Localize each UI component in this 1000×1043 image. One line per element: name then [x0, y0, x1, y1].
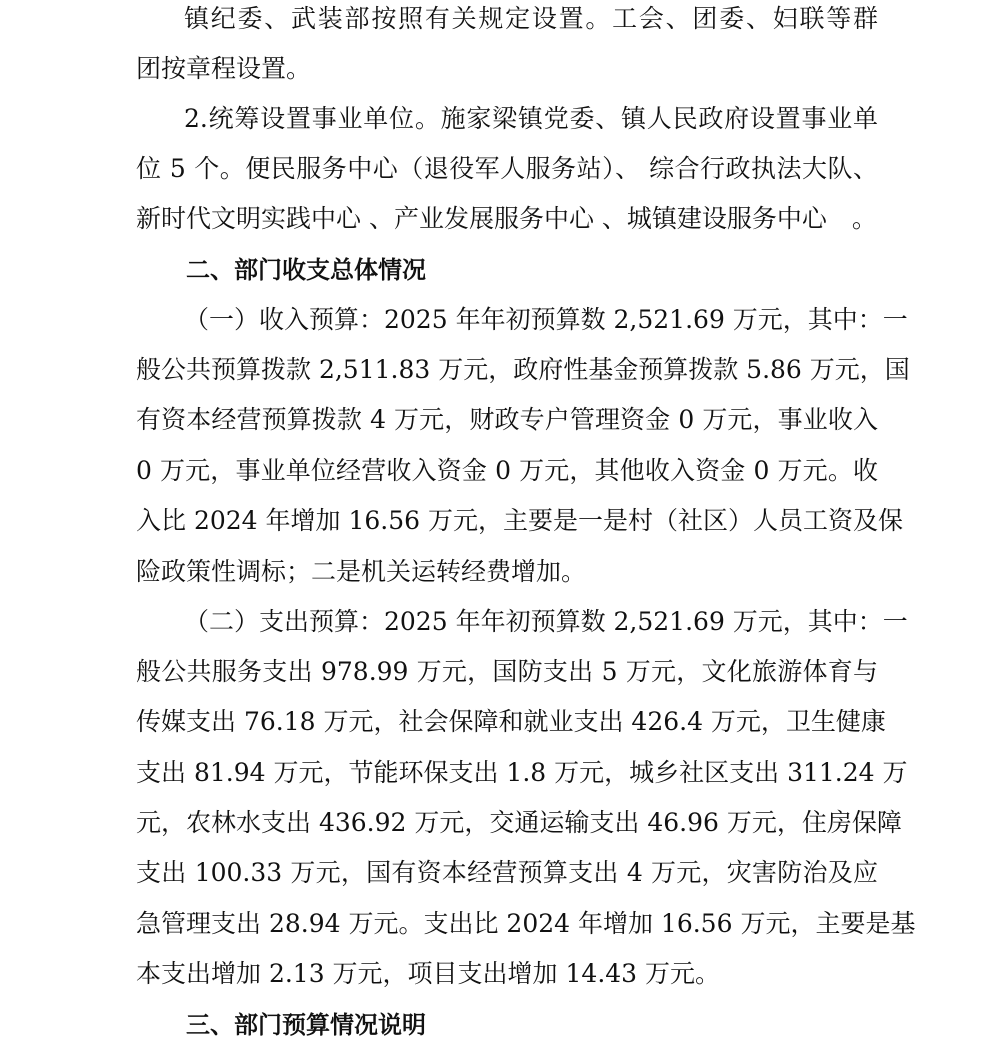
section-heading: 三、部门预算情况说明 — [186, 1011, 426, 1039]
section-heading: 二、部门收支总体情况 — [186, 256, 426, 284]
text-line: 入比 2024 年增加 16.56 万元，主要是一是村（社区）人员工资及保 — [136, 506, 903, 535]
text-line: 镇纪委、武装部按照有关规定设置。工会、团委、妇联等群 — [184, 4, 878, 33]
text-line: 般公共服务支出 978.99 万元，国防支出 5 万元，文化旅游体育与 — [136, 657, 878, 686]
text-line: 支出 81.94 万元，节能环保支出 1.8 万元，城乡社区支出 311.24 万 — [136, 758, 908, 787]
text-line: 0 万元，事业单位经营收入资金 0 万元，其他收入资金 0 万元。收 — [136, 456, 878, 485]
text-line: 元，农林水支出 436.92 万元，交通运输支出 46.96 万元，住房保障 — [136, 808, 902, 837]
text-line: 本支出增加 2.13 万元，项目支出增加 14.43 万元。 — [136, 959, 721, 988]
text-line: 传媒支出 76.18 万元，社会保障和就业支出 426.4 万元，卫生健康 — [136, 707, 886, 736]
text-line: 险政策性调标；二是机关运转经费增加。 — [136, 557, 587, 586]
text-line: （一）收入预算：2025 年年初预算数 2,521.69 万元，其中：一 — [184, 305, 908, 334]
text-line: 急管理支出 28.94 万元。支出比 2024 年增加 16.56 万元，主要是基 — [136, 909, 916, 938]
text-line: 支出 100.33 万元，国有资本经营预算支出 4 万元，灾害防治及应 — [136, 858, 878, 887]
text-line: 有资本经营预算拨款 4 万元，财政专户管理资金 0 万元，事业收入 — [136, 405, 878, 434]
text-line: 般公共预算拨款 2,511.83 万元，政府性基金预算拨款 5.86 万元，国 — [136, 355, 910, 384]
text-line: （二）支出预算：2025 年年初预算数 2,521.69 万元，其中：一 — [184, 607, 908, 636]
text-line: 2.统筹设置事业单位。施家梁镇党委、镇人民政府设置事业单 — [184, 104, 878, 133]
text-line: 位 5 个。便民服务中心（退役军人服务站）、 综合行政执法大队、 — [136, 154, 878, 183]
text-line: 新时代文明实践中心 、产业发展服务中心 、城镇建设服务中心 。 — [136, 204, 877, 233]
text-line: 团按章程设置。 — [136, 54, 312, 83]
